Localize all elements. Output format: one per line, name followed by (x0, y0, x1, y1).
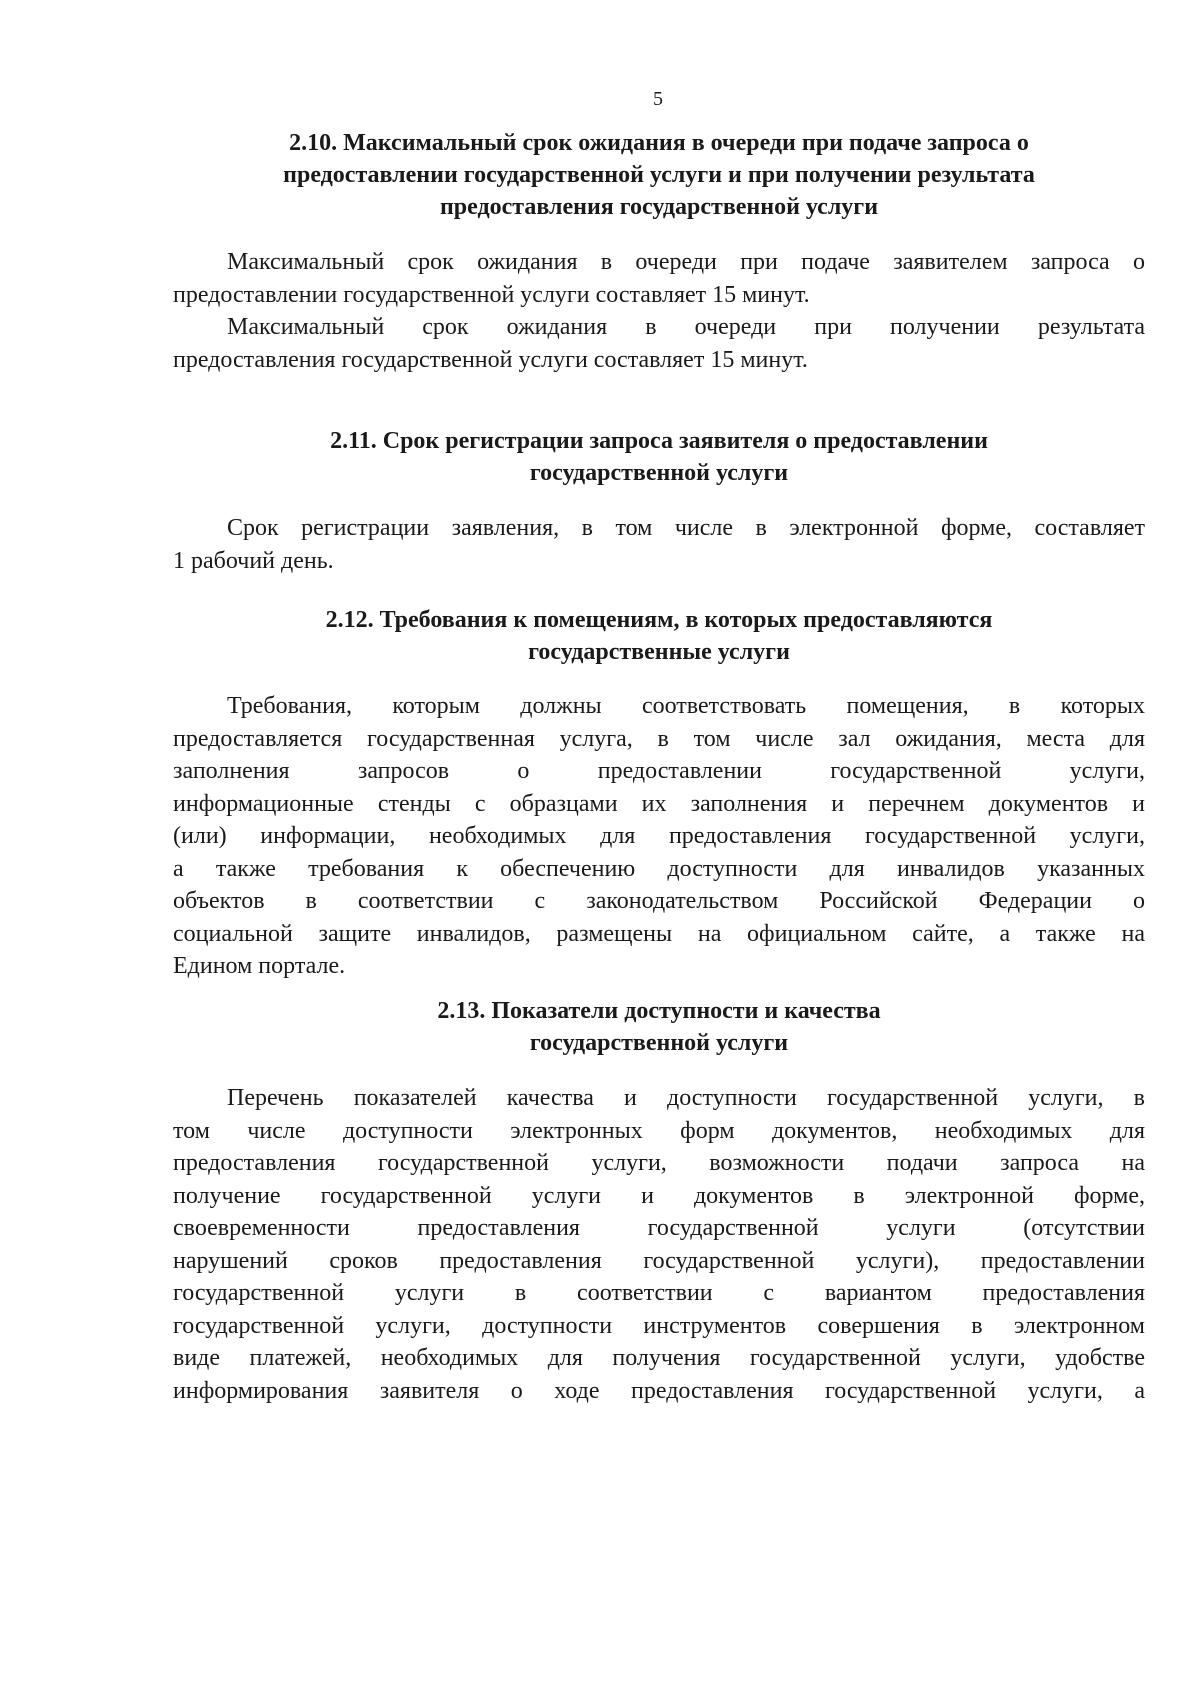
paragraph-line: нарушений сроков предоставления государственной услуги), предоставлении (173, 1247, 1145, 1274)
paragraph-line: предоставляется государственная услуга, в том числе зал ожидания, места для (173, 725, 1145, 752)
paragraph-line: информирования заявителя о ходе предоставления государственной услуги, а (173, 1377, 1145, 1404)
section-2-13-heading (173, 995, 1145, 1059)
paragraph-line: получение государственной услуги и документов в электронной форме, (173, 1182, 1145, 1209)
paragraph-line: предоставления государственной услуги, возможности подачи запроса на (173, 1150, 1145, 1176)
paragraph-line: Перечень показателей качества и доступности государственной услуги, в (227, 1085, 1145, 1111)
heading-line: 2.11. Срок регистрации запроса заявителя о предоставлении (330, 428, 988, 454)
section-2-10-heading (173, 127, 1145, 223)
paragraph-line: Максимальный срок ожидания в очереди при получении результата (227, 314, 1145, 340)
section-2-12-paragraph (173, 690, 1145, 983)
heading-line: 2.10. Максимальный срок ожидания в очереди при подаче запроса о (289, 130, 1029, 156)
heading-line: государственной услуги (529, 1030, 789, 1056)
paragraph-line: информационные стенды с образцами их заполнения и перечнем документов и (173, 790, 1145, 817)
section-2-12-heading (173, 604, 1145, 668)
heading-line: государственные услуги (528, 639, 790, 665)
paragraph-line: том числе доступности электронных форм документов, необходимых для (173, 1117, 1145, 1144)
paragraph-line: государственной услуги, доступности инструментов совершения в электронном (173, 1312, 1145, 1339)
paragraph-line: предоставлении государственной услуги составляет 15 минут. (173, 281, 810, 308)
section-2-10-paragraph-1 (173, 246, 1145, 376)
section-2-11-paragraph (173, 512, 1145, 577)
section-2-11-heading (173, 425, 1145, 489)
paragraph-line: виде платежей, необходимых для получения государственной услуги, удобстве (173, 1345, 1145, 1371)
page-number: 5 (653, 88, 663, 110)
paragraph-line: заполнения запросов о предоставлении государственной услуги, (173, 758, 1145, 784)
paragraph-line: социальной защите инвалидов, размещены на официальном сайте, а также на (173, 920, 1145, 947)
heading-line: государственной услуги (529, 460, 789, 486)
section-2-13-paragraph (173, 1082, 1145, 1407)
heading-line: предоставления государственной услуги (439, 194, 879, 220)
paragraph-line: (или) информации, необходимых для предоставления государственной услуги, (173, 823, 1145, 849)
heading-line: 2.13. Показатели доступности и качества (437, 998, 881, 1024)
paragraph-line: Максимальный срок ожидания в очереди при подаче заявителем запроса о (227, 249, 1145, 275)
paragraph-line: объектов в соответствии с законодательством Российской Федерации о (173, 888, 1145, 914)
paragraph-line: государственной услуги в соответствии с вариантом предоставления (173, 1280, 1145, 1306)
paragraph-line: Едином портале. (173, 953, 346, 979)
paragraph-line: а также требования к обеспечению доступности для инвалидов указанных (173, 855, 1145, 882)
heading-line: 2.12. Требования к помещениям, в которых предоставляются (325, 607, 993, 633)
paragraph-line: 1 рабочий день. (173, 547, 334, 574)
paragraph-line: Требования, которым должны соответствовать помещения, в которых (227, 693, 1145, 719)
heading-line: предоставлении государственной услуги и при получении результата (283, 162, 1035, 188)
paragraph-line: своевременности предоставления государственной услуги (отсутствии (173, 1215, 1145, 1241)
paragraph-line: Срок регистрации заявления, в том числе в электронной форме, составляет (227, 515, 1145, 541)
paragraph-line: предоставления государственной услуги составляет 15 минут. (173, 346, 808, 373)
